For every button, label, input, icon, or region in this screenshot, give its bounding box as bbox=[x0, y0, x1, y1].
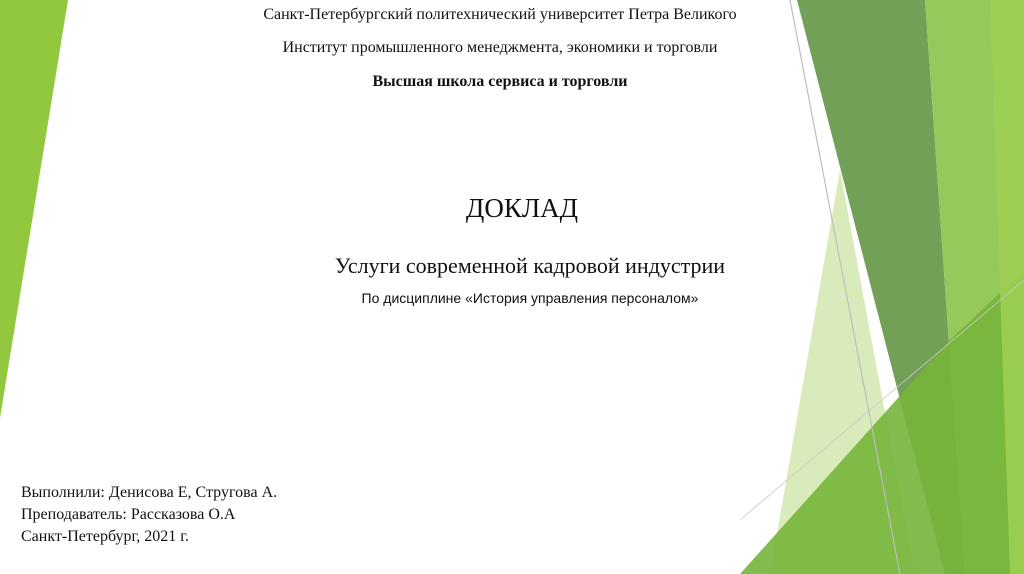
document-topic: Услуги современной кадровой индустрии bbox=[334, 253, 726, 278]
city-year-line: Санкт-Петербург, 2021 г. bbox=[21, 528, 190, 545]
institute-name: Институт промышленного менеджмента, экономики и торговли bbox=[282, 39, 718, 56]
teacher-line: Преподаватель: Рассказова О.А bbox=[21, 506, 236, 523]
discipline-line: По дисциплине «История управления персоналом» bbox=[361, 290, 699, 306]
school-name: Высшая школа сервиса и торговли bbox=[372, 73, 628, 90]
document-type-title: ДОКЛАД bbox=[465, 193, 579, 223]
authors-line: Выполнили: Денисова Е, Стругова А. bbox=[21, 484, 278, 501]
credits-block bbox=[21, 482, 277, 548]
university-name: Санкт-Петербургский политехнический университет Петра Великого bbox=[263, 6, 737, 23]
